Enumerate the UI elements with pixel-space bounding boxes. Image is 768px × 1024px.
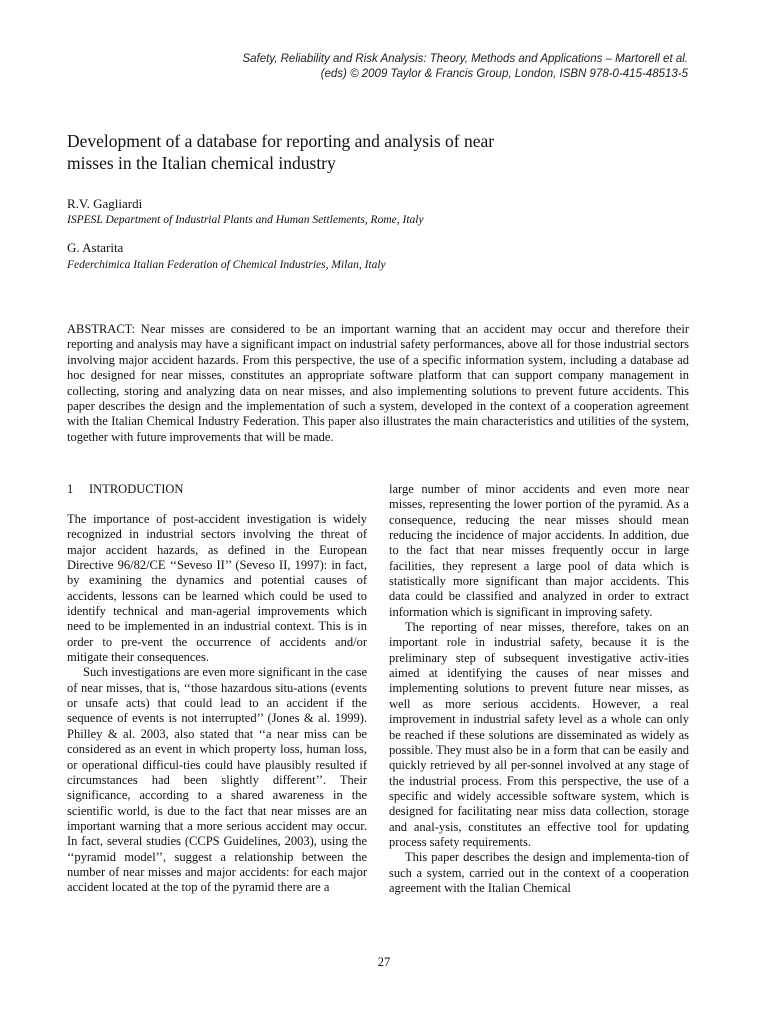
running-header [88,52,688,82]
paragraph: The reporting of near misses, therefore, takes on an important role in industrial safety, because it is the preliminary step of subsequent investigative activ-ities aimed at identifying the causes of near misses and implementing solutions to prevent future near misses, as well as more serious accidents. However, a real improvement in industrial safety level as a whole can only be reached if these solutions are disseminated as widely as possible. They must also be in a form that can be easily and quickly retrieved by all per-sonnel involved at any stage of the industrial process. From this perspective, the use of a specific and widely accessible software system, which is designed for facilitating near miss data collection, storage and anal-ysis, constitutes an effective tool for updating process safety requirements. [389,620,689,849]
author-affiliation: Federchimica Italian Federation of Chemical Industries, Milan, Italy [67,259,386,271]
paragraph: This paper describes the design and implementa-tion of such a system, carried out in the context of a cooperation agreement with the Italian Chemical [389,850,689,895]
paragraph: large number of minor accidents and even more near misses, representing the lower portion of the pyramid. As a consequence, reducing the near misses should mean reducing the incidence of major accidents. In addition, due to the fact that near misses frequently occur in large facilities, they represent a large pool of data which is statistically more significant than major accidents. This data could be classified and analyzed in order to extract information which is significant in improving safety. [389,482,689,619]
right-column [389,482,689,896]
left-column [67,482,367,896]
header-line-2: (eds) © 2009 Taylor & Francis Group, London, ISBN 978-0-415-48513-5 [320,68,688,80]
abstract: ABSTRACT: Near misses are considered to be an important warning that an accident may occur and therefore their reporting and analysis may have a significant impact on industrial safety performances, above all for those industrial sectors involving major accident hazards. From this perspective, the use of a specific information system, including a database ad hoc designed for near misses, constitutes an appropriate software platform that can support company management in collecting, storing and analyzing data on near misses, and also implementing solutions to prevent future accidents. This paper describes the design and the implementation of such a system, developed in the context of a cooperation agreement with the Italian Chemical Industry Federation. This paper also illustrates the main characteristics and utilities of the system, together with future improvements that will be made. [67,322,689,444]
title-line-2: misses in the Italian chemical industry [67,153,336,173]
section-heading [67,482,367,497]
page-number: 27 [377,955,391,969]
section-title: INTRODUCTION [89,482,184,496]
author-name: R.V. Gagliardi [67,196,143,211]
author-name: G. Astarita [67,240,124,255]
paragraph: Such investigations are even more significant in the case of near misses, that is, ‘‘those hazardous situ-ations (events or unsafe acts) that could lead to an accident if the sequence of events is not interrupted’’ (Jones & al. 1999). Philley & al. 2003, also stated that ‘‘a near miss can be considered as an event in which property loss, human loss, or operational difficul-ties could have plausibly resulted if circumstances had been slightly different’’. Their significance, according to a shared awareness in the scientific world, is due to the fact that near misses are an important warning that a more serious accident may occur. In fact, several studies (CCPS Guidelines, 2003), using the ‘‘pyramid model’’, suggest a relationship between the number of near misses and major accidents: for each major accident located at the top of the pyramid there are a [67,665,367,895]
title-line-1: Development of a database for reporting and analysis of near [67,131,495,151]
paper-title [67,130,667,174]
section-number: 1 [67,482,74,496]
author-affiliation: ISPESL Department of Industrial Plants and Human Settlements, Rome, Italy [67,214,424,226]
paragraph: The importance of post-accident investigation is widely recognized in industrial sectors involving the threat of major accident hazards, as defined in the European Directive 96/82/CE ‘‘Seveso II’’ (Seveso II, 1997): in fact, by examining the dynamics and potential causes of accidents, lessons can be learned which could be used to identify technical and man-agerial improvements which need to be implemented in an industrial context. This is in order to pre-vent the occurrence of accidents and/or mitigate their consequences. [67,512,367,665]
header-line-1: Safety, Reliability and Risk Analysis: Theory, Methods and Applications – Martorell et al. [242,53,688,65]
